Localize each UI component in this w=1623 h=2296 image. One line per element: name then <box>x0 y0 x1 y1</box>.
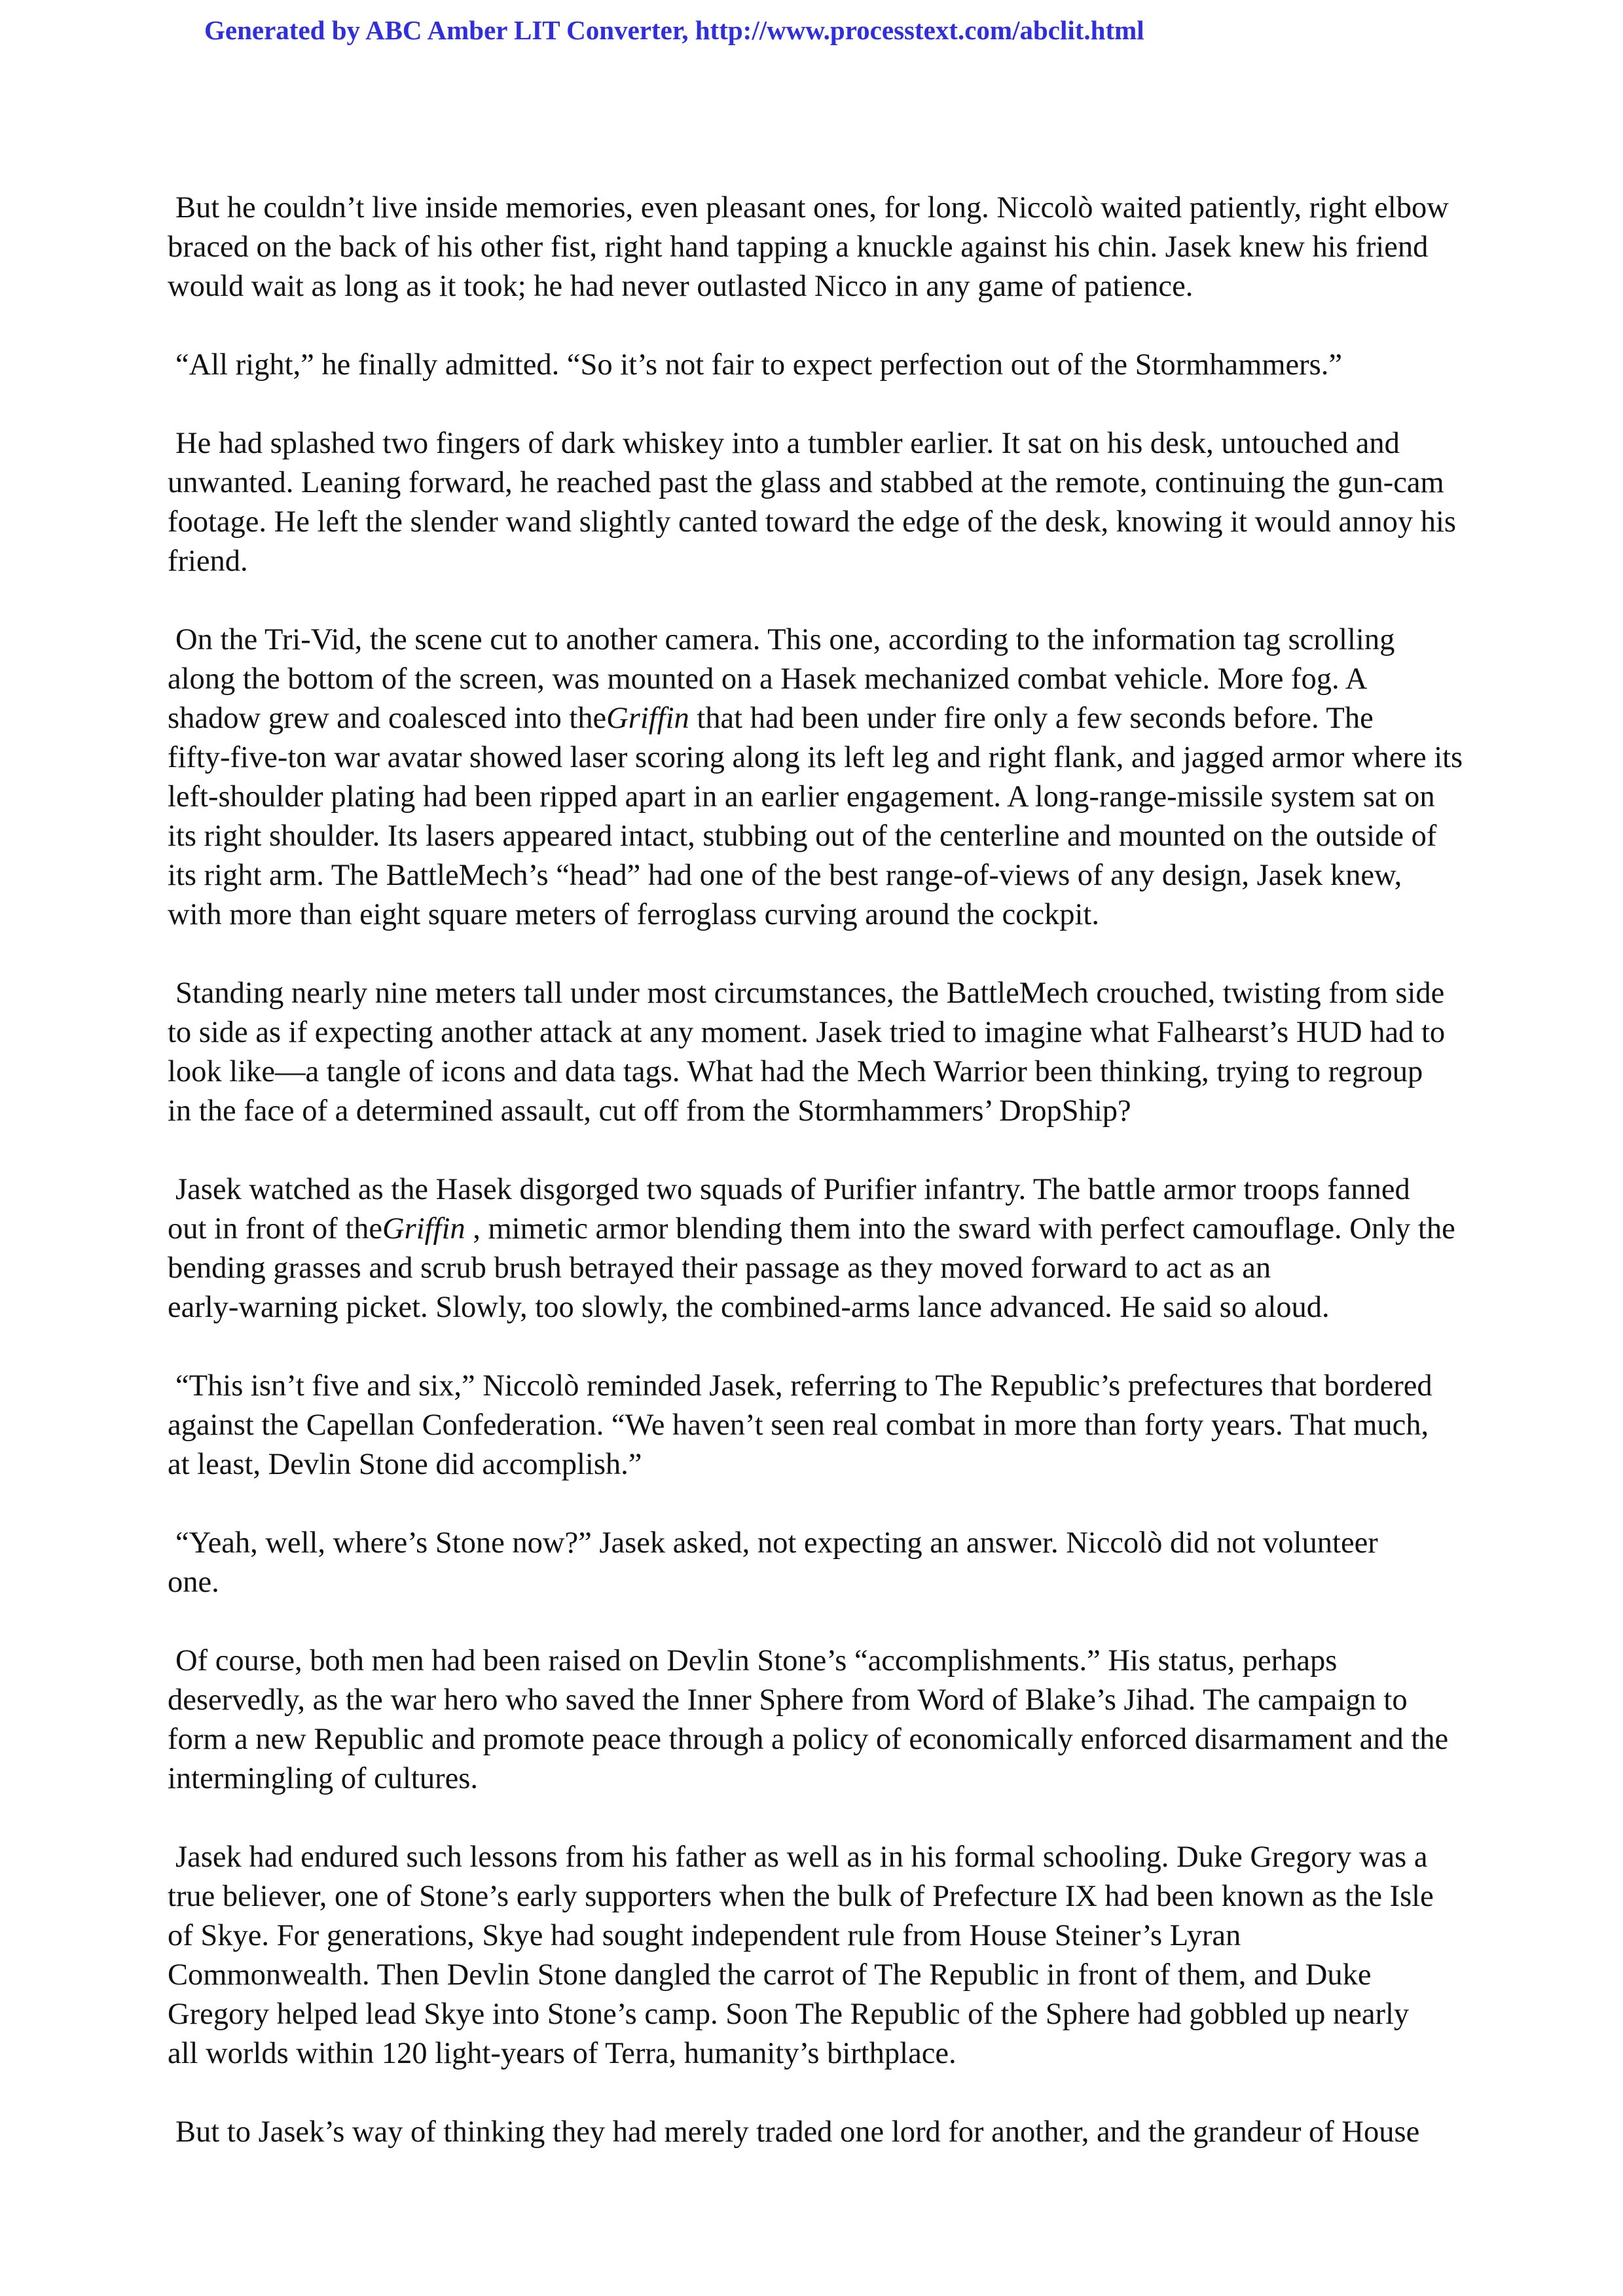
paragraph <box>168 1524 1477 1602</box>
text-line: “This isn’t five and six,” Niccolò reminded Jasek, referring to The Republic’s prefectures that bordered <box>175 1369 1432 1403</box>
paragraph <box>168 974 1477 1131</box>
text-line: unwanted. Leaning forward, he reached past the glass and stabbed at the remote, continuing the gun-cam <box>168 466 1444 499</box>
text-line: braced on the back of his other fist, right hand tapping a knuckle against his chin. Jasek knew his friend <box>168 230 1429 264</box>
text-line: bending grasses and scrub brush betrayed their passage as they moved forward to act as an <box>168 1251 1271 1285</box>
text-line: intermingling of cultures. <box>168 1762 478 1795</box>
text-line: would wait as long as it took; he had never outlasted Nicco in any game of patience. <box>168 270 1194 303</box>
text-line: Standing nearly nine meters tall under most circumstances, the BattleMech crouched, twisting from side <box>175 977 1445 1010</box>
paragraph <box>168 188 1477 306</box>
text-line: Jasek watched as the Hasek disgorged two squads of Purifier infantry. The battle armor troops fanned <box>175 1173 1410 1206</box>
text-line: against the Capellan Confederation. “We haven’t seen real combat in more than forty years. That much, <box>168 1408 1429 1442</box>
text-line: friend. <box>168 545 248 578</box>
text-line: out in front of the <box>168 1212 383 1246</box>
text-line: He had splashed two fingers of dark whiskey into a tumbler earlier. It sat on his desk, untouched and <box>175 427 1400 460</box>
text-line: But he couldn’t live inside memories, even pleasant ones, for long. Niccolò waited patiently, right elbow <box>175 191 1449 224</box>
text-line: true believer, one of Stone’s early supporters when the bulk of Prefecture IX had been known as the Isle <box>168 1880 1434 1913</box>
paragraph <box>168 1170 1477 1327</box>
text-line: shadow grew and coalesced into the <box>168 702 607 735</box>
paragraph <box>168 424 1477 581</box>
text-line: along the bottom of the screen, was mounted on a Hasek mechanized combat vehicle. More fog. A <box>168 662 1368 696</box>
document-body <box>168 188 1477 2191</box>
paragraph <box>168 2113 1477 2152</box>
text-line: Gregory helped lead Skye into Stone’s camp. Soon The Republic of the Sphere had gobbled up nearly <box>168 1998 1410 2031</box>
text-line: footage. He left the slender wand slightly canted toward the edge of the desk, knowing it would annoy his <box>168 505 1457 539</box>
text-line: early-warning picket. Slowly, too slowly, the combined-arms lance advanced. He said so aloud. <box>168 1291 1330 1324</box>
paragraph <box>168 620 1477 935</box>
text-line: its right arm. The BattleMech’s “head” had one of the best range-of-views of any design, Jasek knew, <box>168 859 1402 892</box>
text-line: to side as if expecting another attack at any moment. Jasek tried to imagine what Falhearst’s HUD had to <box>168 1016 1446 1049</box>
text-line: deservedly, as the war hero who saved the Inner Sphere from Word of Blake’s Jihad. The campaign to <box>168 1683 1408 1717</box>
text-line: On the Tri-Vid, the scene cut to another camera. This one, according to the information tag scrolling <box>175 623 1395 656</box>
paragraph <box>168 1838 1477 2073</box>
text-line: at least, Devlin Stone did accomplish.” <box>168 1448 642 1481</box>
text-line: one. <box>168 1566 219 1599</box>
text-line: in the face of a determined assault, cut off from the Stormhammers’ DropShip? <box>168 1094 1131 1128</box>
text-line: Jasek had endured such lessons from his father as well as in his formal schooling. Duke Gregory was a <box>175 1840 1428 1874</box>
text-line: fifty-five-ton war avatar showed laser scoring along its left leg and right flank, and jagged armor where its <box>168 741 1463 774</box>
text-line: that had been under fire only a few seconds before. The <box>689 702 1374 735</box>
text-line: with more than eight square meters of ferroglass curving around the cockpit. <box>168 898 1099 931</box>
text-line: But to Jasek’s way of thinking they had merely traded one lord for another, and the grandeur of House <box>175 2115 1420 2149</box>
text-line: Of course, both men had been raised on Devlin Stone’s “accomplishments.” His status, perhaps <box>175 1644 1338 1677</box>
paragraph <box>168 1641 1477 1799</box>
text-line: “Yeah, well, where’s Stone now?” Jasek asked, not expecting an answer. Niccolò did not volunteer <box>175 1526 1378 1560</box>
text-line: look like—a tangle of icons and data tags. What had the Mech Warrior been thinking, trying to regroup <box>168 1055 1423 1088</box>
text-line: of Skye. For generations, Skye had sought independent rule from House Steiner’s Lyran <box>168 1919 1241 1952</box>
text-line: form a new Republic and promote peace through a policy of economically enforced disarmament and the <box>168 1723 1449 1756</box>
text-line: , mimetic armor blending them into the sward with perfect camouflage. Only the <box>465 1212 1455 1246</box>
text-line: Commonwealth. Then Devlin Stone dangled the carrot of The Republic in front of them, and Duke <box>168 1958 1372 1992</box>
text-line: left-shoulder plating had been ripped apart in an earlier engagement. A long-range-missile system sat on <box>168 780 1435 814</box>
paragraph <box>168 346 1477 385</box>
italic-title: Griffin <box>606 702 689 735</box>
text-line: “All right,” he finally admitted. “So it’s not fair to expect perfection out of the Stormhammers.” <box>175 348 1343 382</box>
converter-header: Generated by ABC Amber LIT Converter, http://www.processtext.com/abclit.html <box>204 15 1144 45</box>
text-line: all worlds within 120 light-years of Terra, humanity’s birthplace. <box>168 2037 957 2070</box>
text-line: its right shoulder. Its lasers appeared intact, stubbing out of the centerline and mounted on the outside of <box>168 819 1437 853</box>
paragraph <box>168 1367 1477 1484</box>
italic-title: Griffin <box>382 1212 465 1246</box>
